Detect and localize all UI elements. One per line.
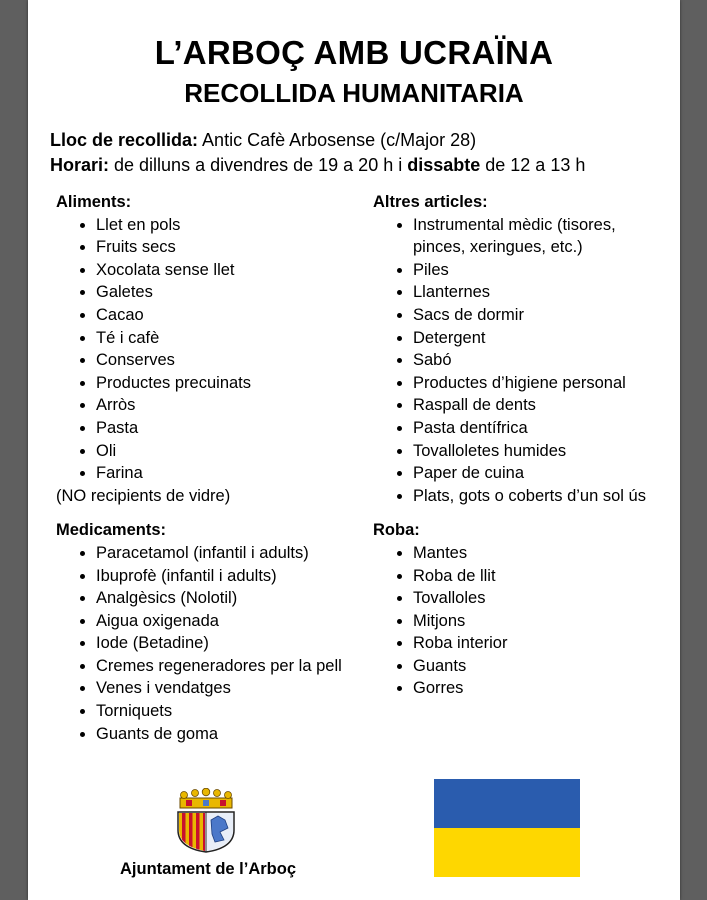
list-item: • Productes precuinats (96, 372, 356, 395)
list-altres (373, 214, 663, 508)
list-item: • Paper de cuina (413, 462, 663, 485)
list-aliments (56, 214, 356, 485)
flag-yellow-stripe (434, 828, 580, 877)
list-item: • Conserves (96, 349, 356, 372)
location-value: Antic Cafè Arbosense (c/Major 28) (198, 130, 477, 150)
section-aliments (56, 191, 356, 507)
right-column (373, 191, 663, 700)
ajuntament-crest-icon (172, 788, 240, 854)
list-roba (373, 542, 663, 700)
schedule-weekdays: de dilluns a divendres de 19 a 20 h i (109, 155, 408, 175)
list-item: • Ibuprofè (infantil i adults) (96, 565, 356, 588)
list-item: • Analgèsics (Nolotil) (96, 587, 356, 610)
list-item: • Pasta (96, 417, 356, 440)
ukraine-flag-icon (434, 779, 580, 877)
list-item: • Cacao (96, 304, 356, 327)
flag-blue-stripe (434, 779, 580, 828)
section-altres (373, 191, 663, 507)
list-item: • Detergent (413, 327, 663, 350)
list-item: • Oli (96, 440, 356, 463)
list-item: • Pasta dentífrica (413, 417, 663, 440)
list-item: • Mitjons (413, 610, 663, 633)
document-page (28, 0, 680, 900)
list-item: • Piles (413, 259, 663, 282)
list-item: • Arròs (96, 394, 356, 417)
list-item: • Plats, gots o coberts d’un sol ús (413, 485, 663, 508)
list-item: • Productes d’higiene personal (413, 372, 663, 395)
list-item: • Venes i vendatges (96, 677, 356, 700)
list-item: • Xocolata sense llet (96, 259, 356, 282)
list-item: • Sabó (413, 349, 663, 372)
location-line (50, 128, 585, 153)
list-item: • Llanternes (413, 281, 663, 304)
section-title-medicaments: Medicaments: (56, 521, 167, 540)
section-title-altres: Altres articles: (373, 193, 488, 211)
list-medicaments (56, 542, 356, 745)
list-item: • Instrumental mèdic (tisores, pinces, xeringues, etc.) (413, 214, 663, 259)
page-subtitle: RECOLLIDA HUMANITARIA (184, 78, 524, 108)
list-item: • Aigua oxigenada (96, 610, 356, 633)
list-item: • Galetes (96, 281, 356, 304)
list-item: • Gorres (413, 677, 663, 700)
list-item: • Guants (413, 655, 663, 678)
schedule-label: Horari: (50, 155, 110, 175)
schedule-saturday: dissabte (407, 155, 481, 175)
list-item: • Roba interior (413, 632, 663, 655)
page-title: L’ARBOÇ AMB UCRAÏNA (154, 34, 554, 71)
left-column (56, 191, 356, 745)
list-item: • Mantes (413, 542, 663, 565)
schedule-saturday-hours: de 12 a 13 h (480, 155, 586, 175)
list-item: • Farina (96, 462, 356, 485)
section-medicaments (56, 519, 356, 745)
aliments-note: (NO recipients de vidre) (56, 486, 231, 505)
list-item: • Guants de goma (96, 723, 356, 746)
ajuntament-caption: Ajuntament de l’Arboç (119, 860, 296, 878)
collection-info (50, 128, 585, 178)
location-label: Lloc de recollida: (50, 130, 199, 150)
section-title-roba: Roba: (373, 521, 420, 540)
section-roba (373, 519, 663, 700)
list-item: • Llet en pols (96, 214, 356, 237)
list-item: • Fruits secs (96, 236, 356, 259)
section-title-aliments: Aliments: (56, 193, 132, 211)
list-item: • Torniquets (96, 700, 356, 723)
list-item: • Roba de llit (413, 565, 663, 588)
list-item: • Raspall de dents (413, 394, 663, 417)
list-item: • Sacs de dormir (413, 304, 663, 327)
list-item: • Tovalloletes humides (413, 440, 663, 463)
schedule-line (50, 153, 585, 178)
list-item: • Cremes regeneradores per la pell (96, 655, 356, 678)
list-item: • Tovalloles (413, 587, 663, 610)
list-item: • Té i cafè (96, 327, 356, 350)
list-item: • Paracetamol (infantil i adults) (96, 542, 356, 565)
list-item: • Iode (Betadine) (96, 632, 356, 655)
